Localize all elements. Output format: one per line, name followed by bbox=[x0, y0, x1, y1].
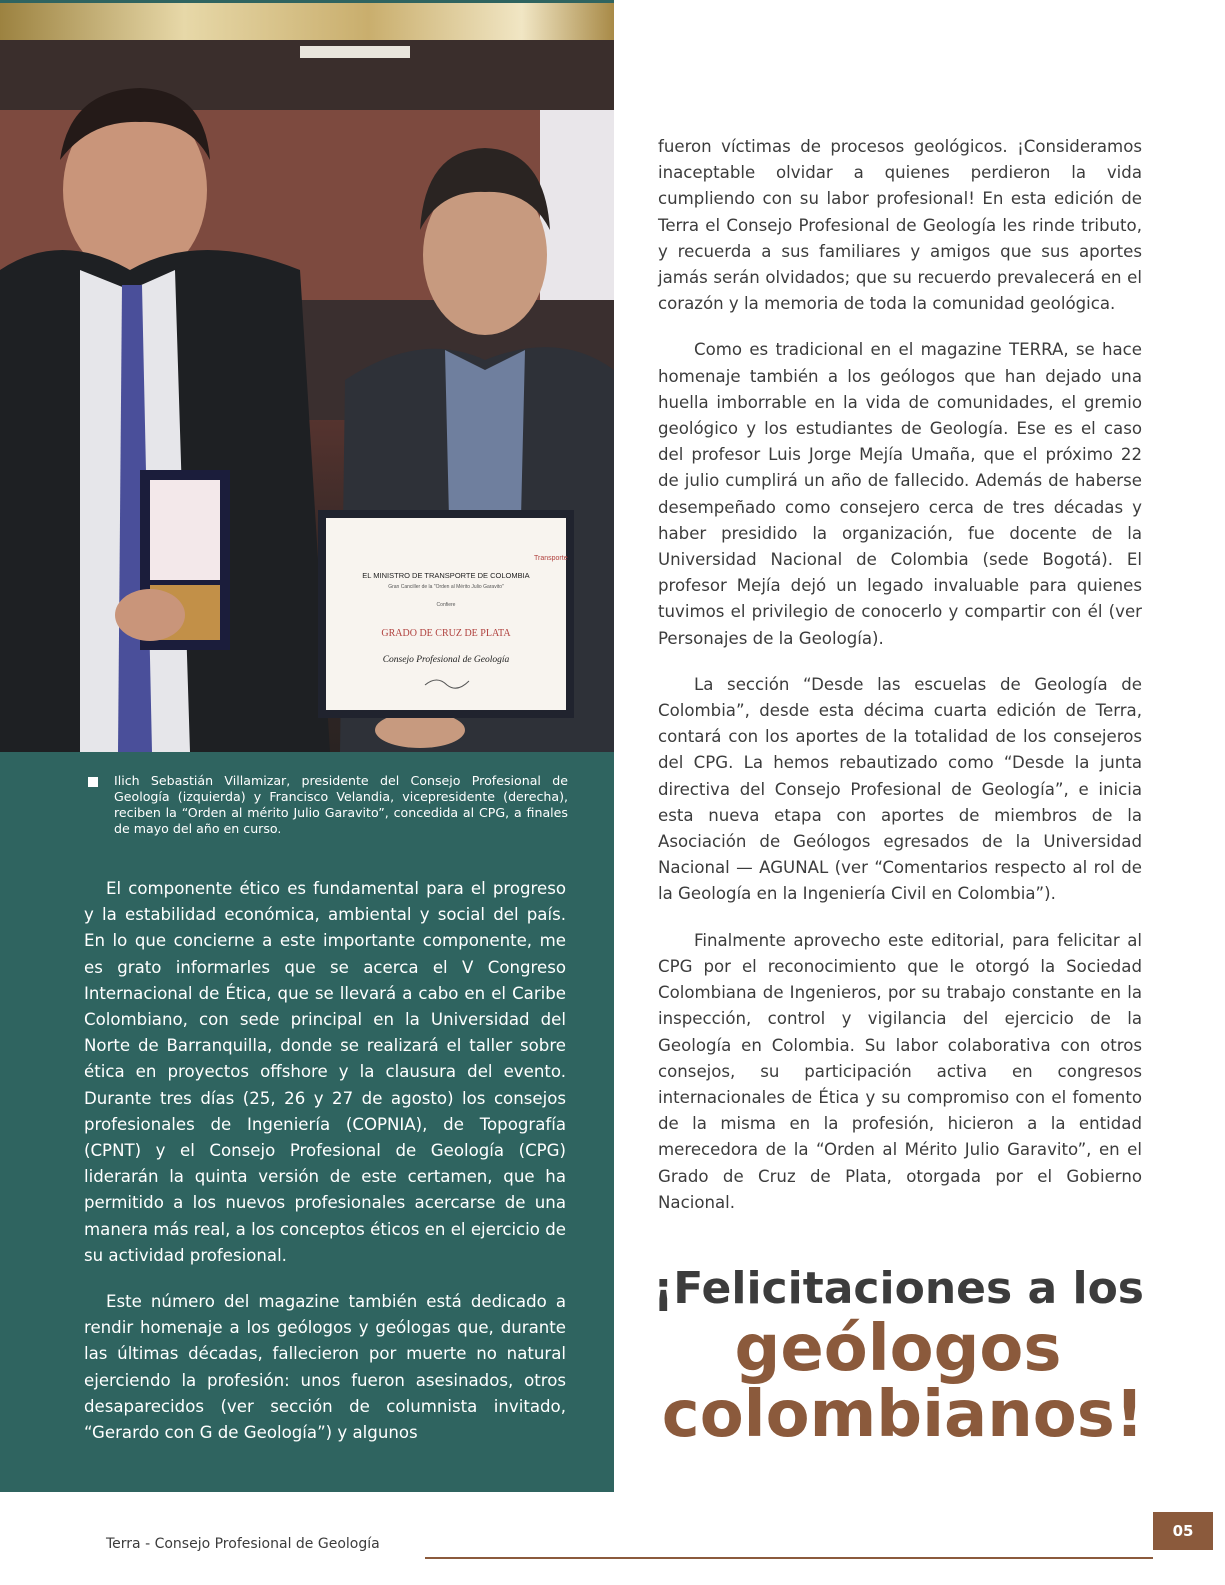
right-paragraph-1: fueron víctimas de procesos geológicos. ¡Consideramos inaceptable olvidar a quienes perdieron la vida cumpliendo con su labor profesional! En esta edición de Terra el Consejo Profesional de Geología les rinde tributo, y recuerda a sus familiares y amigos que sus aportes jamás serán olvidados; que su recuerdo prevalecerá en el corazón y la memoria de toda la comunidad geológica. bbox=[658, 137, 1142, 314]
headline-line-2: geólogos bbox=[734, 1312, 1062, 1386]
right-paragraph-2: Como es tradicional en el magazine TERRA, se hace homenaje también a los geólogos que han dejado una huella imborrable en la vida de comunidades, el gremio geológico y los estudiantes de Geología. Ese es el caso del profesor Luis Jorge Mejía Umaña, que el próximo 22 de julio cumplirá un año de fallecido. Además de haberse desempeñado como consejero cerca de tres décadas y haber presidido la organización, fue docente de la Universidad Nacional de Colombia (sede Bogotá). El profesor Mejía dejó un legado invaluable para quienes tuvimos el privilegio de conocerlo y compartir con él (ver Personajes de la Geología). bbox=[658, 340, 1142, 648]
certificate-line-3: Confiere bbox=[436, 602, 456, 608]
certificate-logo: Transporte bbox=[534, 555, 568, 562]
photo-illustration bbox=[0, 40, 614, 752]
right-paragraph-3: La sección “Desde las escuelas de Geología de Colombia”, desde esta décima cuarta edición de Terra, contará con los aportes de la totalidad de los consejeros del CPG. La hemos rebautizado como “Desde la junta directiva del Consejo Profesional de Geología”, e inicia esta nueva etapa con aportes de miembros de la Asociación de Geólogos egresados de la Universidad Nacional — AGUNAL (ver “Comentarios respecto al rol de la Geología en la Ingeniería Civil en Colombia”). bbox=[658, 674, 1142, 904]
left-paragraph-1: El componente ético es fundamental para el progreso y la estabilidad económica, ambiental y social del país. En lo que concierne a este importante componente, me es grato informarles que se acerca el V Congreso Internacional de Ética, que se llevará a cabo en el Caribe Colombiano, con sede principal en la Universidad del Norte de Barranquilla, donde se realizará el taller sobre ética en proyectos offshore y la clausura del evento. Durante tres días (25, 26 y 27 de agosto) los consejos profesionales de Ingeniería (COPNIA), de Topografía (CPNT) y el Consejo Profesional de Geología (CPG) liderarán la quinta versión de este certamen, que ha permitido a los nuevos profesionales acercarse de una manera más real, a los conceptos éticos en el ejercicio de su actividad profesional. bbox=[84, 879, 566, 1265]
right-paragraph-4: Finalmente aprovecho este editorial, para felicitar al CPG por el reconocimiento que le otorgó la Sociedad Colombiana de Ingenieros, por su trabajo constante en la inspección, control y vigilancia del ejercicio de la Geología en Colombia. Su labor colaborativa con otros consejos, su participación activa en congresos internacionales de Ética y su compromiso con el fomento de la misma en la profesión, hicieron a la entidad merecedora de la “Orden al Mérito Julio Garavito”, en el Grado de Cruz de Plata, otorgada por el Gobierno Nacional. bbox=[658, 930, 1142, 1212]
certificate-line-2: Gran Canciller de la "Orden al Mérito Julio Garavito" bbox=[388, 584, 504, 590]
right-column-text bbox=[658, 134, 1142, 1236]
certificate-line-1: EL MINISTRO DE TRANSPORTE DE COLOMBIA bbox=[362, 571, 530, 580]
footer-publication: Terra - Consejo Profesional de Geología bbox=[106, 1536, 380, 1552]
headline-line-1: ¡Felicitaciones a los bbox=[653, 1263, 1144, 1314]
headline bbox=[652, 1262, 1144, 1452]
caption-bullet bbox=[88, 777, 98, 787]
certificate-line-5: Consejo Profesional de Geología bbox=[382, 655, 510, 665]
certificate-line-4: GRADO DE CRUZ DE PLATA bbox=[381, 628, 511, 639]
award-photo bbox=[0, 40, 614, 752]
left-paragraph-2: Este número del magazine también está dedicado a rendir homenaje a los geólogos y geólogas que, durante las últimas décadas, fallecieron por muerte no natural ejerciendo la profesión: unos fueron asesinados, otros desaparecidos (ver sección de columnista invitado, “Gerardo con G de Geología”) y algunos bbox=[84, 1292, 566, 1443]
photo-caption: Ilich Sebastián Villamizar, presidente del Consejo Profesional de Geología (izquierda) y Francisco Velandia, vicepresidente (derecha), reciben la “Orden al mérito Julio Garavito”, concedida al CPG, a finales de mayo del año en curso. bbox=[114, 773, 568, 836]
left-column-text bbox=[84, 876, 566, 1466]
page-number: 05 bbox=[1153, 1512, 1213, 1550]
footer-divider bbox=[425, 1557, 1153, 1559]
header-gold-bar bbox=[0, 0, 614, 43]
headline-line-3: colombianos! bbox=[661, 1378, 1144, 1452]
